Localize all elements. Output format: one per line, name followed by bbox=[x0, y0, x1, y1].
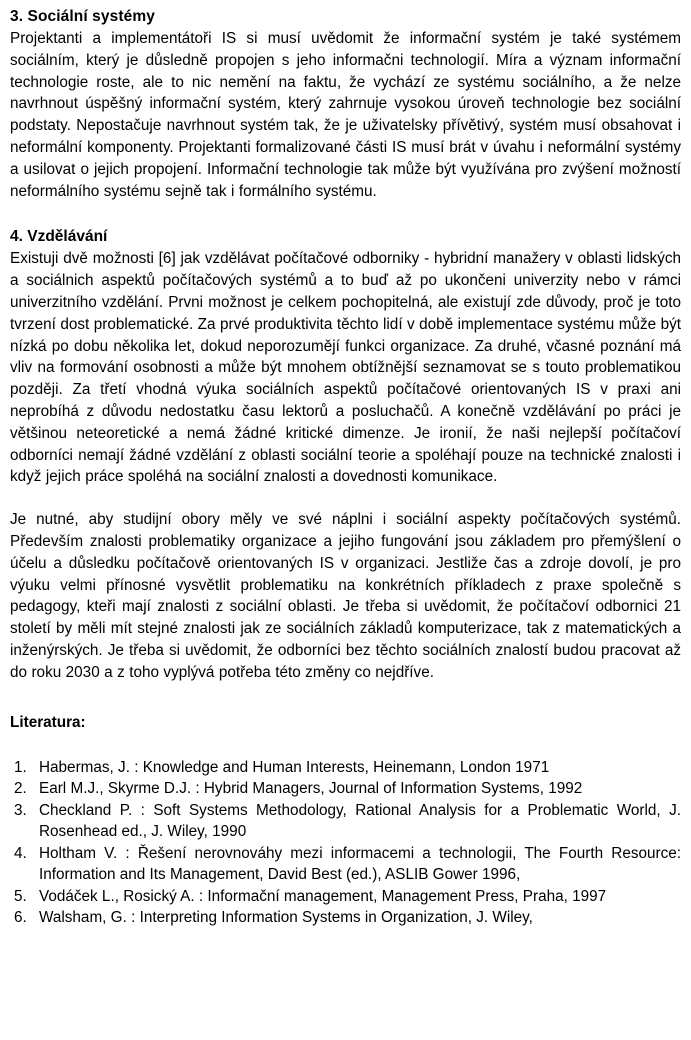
literature-heading: Literatura: bbox=[10, 713, 86, 731]
reference-number: 4. bbox=[14, 844, 27, 862]
reference-text: Checkland P. : Soft Systems Methodology, Rational Analysis for a Problematic World, J. Rosenhead ed., J. Wiley, 1990 bbox=[39, 801, 681, 841]
reference-text: Earl M.J., Skyrme D.J. : Hybrid Managers, Journal of Information Systems, 1992 bbox=[39, 780, 583, 798]
reference-number: 1. bbox=[14, 758, 27, 776]
reference-item bbox=[10, 907, 681, 929]
section-heading-4: 4. Vzdělávání bbox=[10, 228, 108, 246]
reference-item bbox=[10, 757, 681, 779]
literature-spacer-bottom bbox=[10, 733, 681, 757]
reference-number: 3. bbox=[14, 801, 27, 819]
page-content bbox=[10, 6, 681, 929]
literature-spacer-top bbox=[10, 684, 681, 712]
section-spacer bbox=[10, 202, 681, 226]
reference-item bbox=[10, 778, 681, 800]
reference-text: Walsham, G. : Interpreting Information Systems in Organization, J. Wiley, bbox=[39, 909, 533, 927]
reference-number: 6. bbox=[14, 909, 27, 927]
reference-text: Habermas, J. : Knowledge and Human Interests, Heinemann, London 1971 bbox=[39, 758, 550, 776]
section-heading-3: 3. Sociální systémy bbox=[10, 8, 155, 25]
reference-text: Vodáček L., Rosický A. : Informační management, Management Press, Praha, 1997 bbox=[39, 887, 607, 905]
section-4-paragraph-2: Je nutné, aby studijní obory měly ve své náplni i sociální aspekty počítačových systémů. Především znalosti problematiky organizace a jejiho fungování jsou základem pro přemýšlení o účelu a důsledku počítačově orientovaných IS v organizaci. Jestliže čas a zdroje dovolí, je pro výuku velmi přínosné vysvětlit problematiku na konkrétních příkladech z praxe společně s pedagogy, kteři mají znalosti z sociální oblasti. Je třeba si uvědomit, že počítačoví odbornici 21 století by měli mít stejné znalosti jak ze sociálních základů komputerizace, tak z matematických a inženýrských. Je třeba si uvědomit, že odborníci bez těchto sociálních znalostí budou pracovat až do roku 2030 a z toho vyplývá potřeba této změny co nejdříve. bbox=[10, 511, 681, 681]
reference-item bbox=[10, 843, 681, 886]
section-4-paragraph-1: Existuji dvě možnosti [6] jak vzdělávat počítačové odborniky - hybridní manažery v oblasti lidských a sociálnich aspektů počítačových systémů a to buď až po ukončeni univerzity nebo v rámci univerzitního vzdělání. Prvni možnost je celkem pochopitelná, ale existují zde důvody, proč je toto tvrzení dost problematické. Za prvé produktivita těchto lidí v době implementace systému může být nízká po dobu několika let, dokud neporozumějí funkci organizace. Za druhé, včasné poznání má vliv na formování osobnosti a může být mnohem obtížnější seznamovat se s touto problematikou později. Za třetí vhodná výuka sociálních aspektů počítačové orientovaných IS v praxi ani neprobíhá z důvodu nedostatku času lektorů a posluchačů. A konečně vzdělávání po práci je většinou neteoretické a nemá žádné kritické dimenze. Je ironií, že naši nejlepší počítačoví odborníci nemají žádné vzdělání z oblasti sociální teorie a spoléhají pouze na technické znalosti i když jejich práce spoléhá na sociální znalosti a dovednosti komunikace. bbox=[10, 250, 681, 486]
reference-list bbox=[10, 757, 681, 929]
reference-item bbox=[10, 800, 681, 843]
section-3-paragraph-1: Projektanti a implementátoři IS si musí uvědomit že informační systém je také systémem sociálním, který je důsledně propojen s jeho informačni technologií. Míra a význam informační technologie roste, ale to nic nemění na faktu, že vychází ze systému sociálního, a že nelze navrhnout úspěšný informační systém, který zahrnuje vysokou úroveň technologie bez sociální podstaty. Nepostačuje navrhnout systém tak, že je uživatelsky přívětivý, systém musí obsahovat i neformální komponenty. Projektanti formalizované části IS musí brát v úvahu i neformální systémy a usilovat o jejich propojení. Informační technologie tak může být využívána pro zvýšení možností neformálního systému sejně tak i formálního systému. bbox=[10, 30, 681, 200]
reference-number: 2. bbox=[14, 780, 27, 798]
reference-text: Holtham V. : Řešení nerovnováhy mezi informacemi a technologii, The Fourth Resource: Information and Its Management, David Best (ed.), ASLIB Gower 1996, bbox=[39, 844, 681, 884]
reference-number: 5. bbox=[14, 887, 27, 905]
reference-item bbox=[10, 886, 681, 908]
